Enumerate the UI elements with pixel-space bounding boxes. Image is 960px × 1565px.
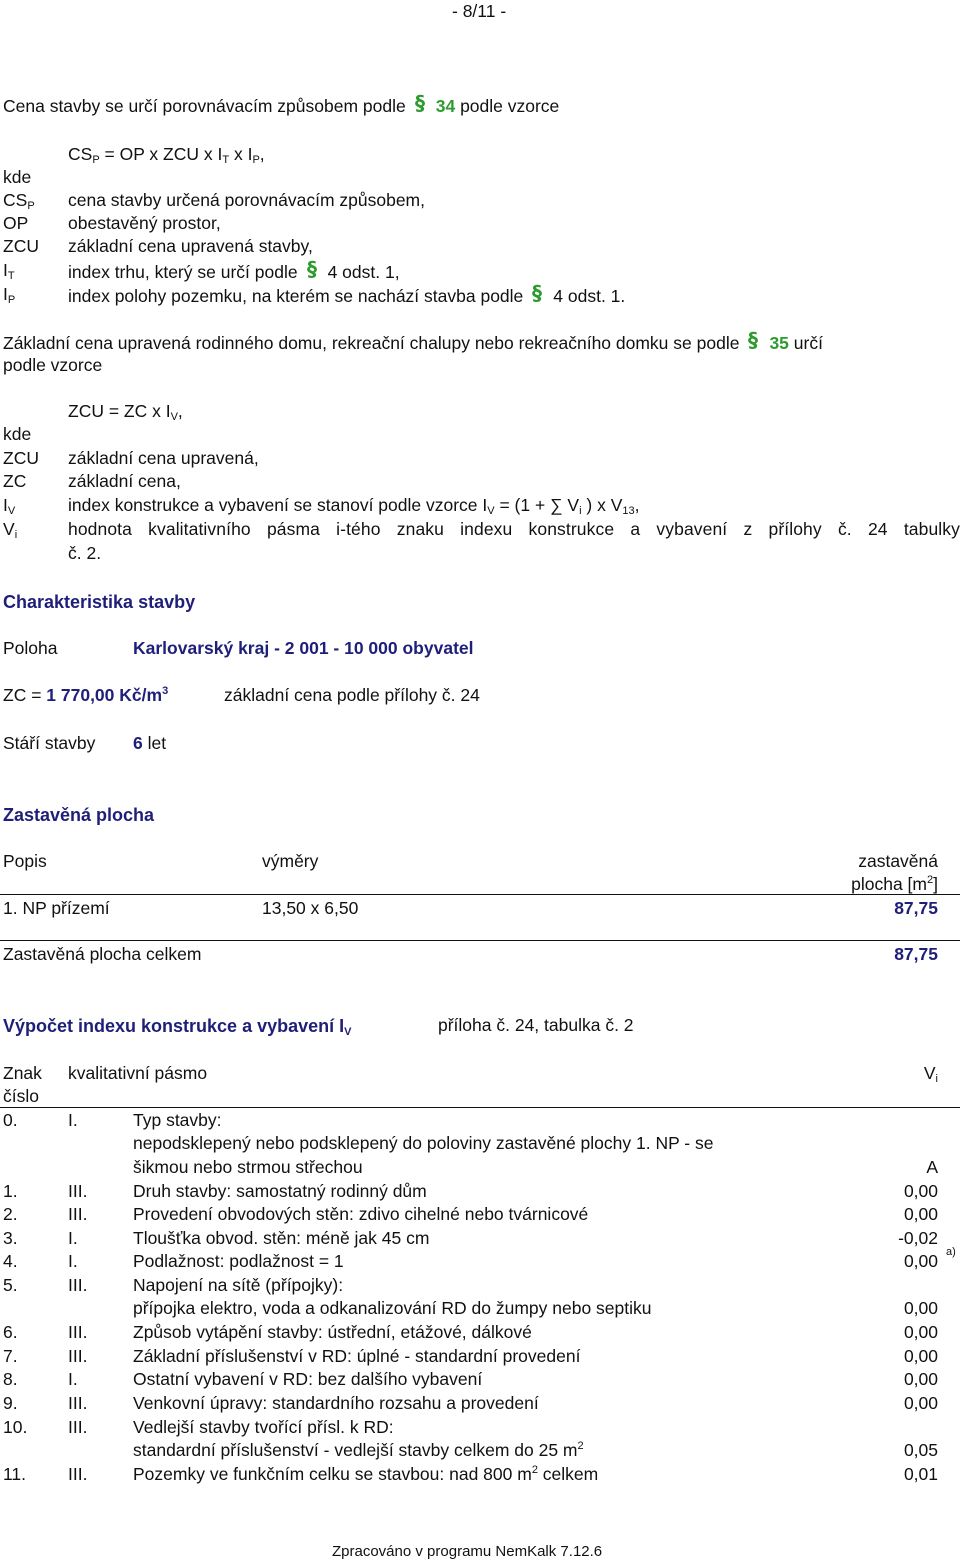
- vyp-row-value: 0,00: [903, 1346, 938, 1366]
- def-symbol: OP: [3, 213, 29, 233]
- section-sign-icon: [531, 283, 545, 303]
- intro-section-number: 34: [435, 96, 456, 116]
- def-symbol: ZCU: [3, 448, 39, 468]
- formula-p-sub: P: [252, 154, 260, 166]
- vyp-row-num: 3.: [3, 1228, 18, 1248]
- vyp-row-num: 4.: [3, 1251, 18, 1271]
- vyp-row-num: 1.: [3, 1181, 18, 1201]
- zast-col-popis: Popis: [3, 851, 47, 871]
- vyp-row-value: 0,00: [903, 1298, 938, 1318]
- vyp-row-num: 2.: [3, 1204, 18, 1224]
- vyp-col-znak: Znak: [3, 1063, 42, 1083]
- vyp-row-band: III.: [68, 1181, 88, 1201]
- vypocet-note: příloha č. 24, tabulka č. 2: [438, 1015, 634, 1035]
- def-symbol: $V_i$: [3, 519, 18, 541]
- vyp-row-band: I.: [68, 1110, 78, 1130]
- vyp-row-value: 0,00: [903, 1393, 938, 1413]
- svg-text:§: §: [306, 259, 317, 281]
- def-description: [68, 283, 625, 308]
- zc-line: [3, 684, 168, 707]
- vyp-row-value: 0,00: [903, 1322, 938, 1342]
- vyp-row-value: 0,00: [903, 1204, 938, 1224]
- vyp-row-text: Provedení obvodových stěn: zdivo cihelné nebo tvárnicové: [133, 1204, 589, 1224]
- vyp-row-num: 6.: [3, 1322, 18, 1342]
- footnote-marker: a): [946, 1246, 956, 1258]
- vyp-row-value: 0,00: [903, 1369, 938, 1389]
- intro-paragraph: [3, 93, 559, 118]
- vyp-row-num: 8.: [3, 1369, 18, 1389]
- vyp-row-value: A: [926, 1157, 938, 1177]
- section-heading-zastavena-plocha: Zastavěná plocha: [3, 805, 155, 825]
- def-description: hodnota kvalitativního pásma i-tého znaku indexu konstrukce a vybavení z přílohy č. 24 tabulky: [68, 519, 960, 539]
- def-description: základní cena upravená stavby,: [68, 236, 313, 256]
- formula-cs: [68, 143, 265, 166]
- poloha-label: Poloha: [3, 638, 58, 658]
- page-footer: Zpracováno v programu NemKalk 7.12.6: [332, 1543, 603, 1560]
- def-description-line2: č. 2.: [68, 543, 102, 563]
- def-description: základní cena upravená,: [68, 448, 259, 468]
- zcu-paragraph-line2: podle vzorce: [3, 355, 103, 375]
- page-number: - 8/11 -: [452, 1, 507, 21]
- svg-text:§: §: [414, 93, 425, 115]
- vyp-row-value: -0,02: [898, 1228, 938, 1248]
- def-description: základní cena,: [68, 471, 181, 491]
- section-heading-charakteristika: Charakteristika stavby: [3, 592, 196, 612]
- svg-text:§: §: [748, 330, 759, 352]
- vyp-row-band: I.: [68, 1228, 78, 1248]
- vyp-row-text: standardní příslušenství - vedlejší stavby celkem do 25 $m^2$: [133, 1440, 584, 1460]
- vyp-row-text: nepodsklepený nebo podsklepený do poloviny zastavěné plochy 1. NP - se: [133, 1133, 714, 1153]
- vyp-row-text: Základní příslušenství v RD: úplné - standardní provedení: [133, 1346, 581, 1366]
- vyp-row-band: III.: [68, 1464, 88, 1484]
- formula-lhs: CS: [68, 144, 93, 164]
- zast-total-label: Zastavěná plocha celkem: [3, 944, 202, 964]
- zc-note: základní cena podle přílohy č. 24: [224, 685, 480, 705]
- zast-col-plocha: zastavěná: [858, 851, 938, 871]
- formula-x: x I: [229, 144, 253, 164]
- zc-value: 1 770,00 $Kč/m^3$: [46, 685, 169, 705]
- table-divider: [0, 940, 960, 941]
- def-symbol: ZCU: [3, 236, 39, 256]
- para2-text: Základní cena upravená rodinného domu, rekreační chalupy nebo rekreačního domku se podle: [3, 333, 740, 353]
- kde-label: kde: [3, 424, 32, 444]
- vyp-row-num: 10.: [3, 1417, 28, 1437]
- vyp-row-band: I.: [68, 1251, 78, 1271]
- vyp-row-text: přípojka elektro, voda a odkanalizování RD do žumpy nebo septiku: [133, 1298, 652, 1318]
- intro-text-before: Cena stavby se určí porovnávacím způsobem podle: [3, 96, 406, 116]
- stari-label: Stáří stavby: [3, 733, 96, 753]
- formula-mid: = OP x ZCU x I: [99, 144, 223, 164]
- vyp-row-value: 0,00: [903, 1251, 938, 1271]
- vyp-row-band: III.: [68, 1322, 88, 1342]
- vyp-row-text: Typ stavby:: [133, 1110, 222, 1130]
- vyp-col-pasmo: kvalitativní pásmo: [68, 1063, 208, 1083]
- vyp-col-cislo: číslo: [3, 1086, 39, 1106]
- section-heading-vypocet: Výpočet indexu konstrukce a vybavení $I_V$: [3, 1016, 352, 1038]
- vyp-row-band: I.: [68, 1369, 78, 1389]
- vyp-row-text: Ostatní vybavení v RD: bez dalšího vybavení: [133, 1369, 483, 1389]
- vyp-row-num: 9.: [3, 1393, 18, 1413]
- vyp-row-band: III.: [68, 1393, 88, 1413]
- formula-zcu: [68, 400, 183, 423]
- formula2-sub: V: [170, 411, 178, 423]
- def-symbol: ZC: [3, 471, 27, 491]
- vyp-row-value: 0,05: [903, 1440, 938, 1460]
- para2-text-after: určí: [793, 333, 823, 353]
- vyp-col-vi: $V_i$: [923, 1063, 938, 1085]
- vyp-row-band: III.: [68, 1275, 88, 1295]
- def-tail: 4 odst. 1.: [553, 286, 626, 306]
- vyp-row-text: Způsob vytápění stavby: ústřední, etážové, dálkové: [133, 1322, 532, 1342]
- vyp-row-band: III.: [68, 1417, 88, 1437]
- def-symbol: $I_T$: [3, 260, 15, 282]
- section-sign-icon: [414, 93, 428, 113]
- zast-col-vymery: výměry: [262, 851, 319, 871]
- zast-row-popis: 1. NP přízemí: [3, 898, 110, 918]
- vyp-row-band: III.: [68, 1346, 88, 1366]
- formula-lhs-sub: P: [92, 154, 100, 166]
- vyp-row-band: III.: [68, 1204, 88, 1224]
- vyp-row-num: 11.: [3, 1464, 27, 1484]
- zast-total-value: 87,75: [894, 944, 938, 964]
- zast-col-plocha-unit: plocha $[m^2]$: [851, 874, 938, 894]
- def-symbol: $CS_P$: [3, 190, 35, 212]
- formula-t-sub: T: [222, 154, 230, 166]
- zast-row-value: 87,75: [894, 898, 938, 918]
- def-tail: 4 odst. 1,: [327, 262, 400, 282]
- def-text: index trhu, který se určí podle: [68, 262, 298, 282]
- formula-end: ,: [259, 144, 265, 164]
- section-sign-icon: [747, 330, 761, 350]
- zast-row-vymery: 13,50 x 6,50: [262, 898, 359, 918]
- vyp-row-text: šikmou nebo strmou střechou: [133, 1157, 363, 1177]
- kde-label: kde: [3, 167, 32, 187]
- section-sign-icon: [306, 259, 320, 279]
- def-symbol: $I_V$: [3, 495, 16, 517]
- def-description: index konstrukce a vybavení se stanoví podle vzorce $I_V = (1$ + ∑ $V_i$ ) x $V_{13}$,: [68, 495, 640, 517]
- vyp-row-num: 7.: [3, 1346, 18, 1366]
- vyp-row-text: Podlažnost: podlažnost = 1: [133, 1251, 344, 1271]
- stari-value: 6 let: [133, 733, 167, 753]
- table-divider: [0, 1107, 960, 1108]
- vyp-row-text: Tloušťka obvod. stěn: méně jak 45 cm: [133, 1228, 430, 1248]
- vyp-row-value: 0,00: [903, 1181, 938, 1201]
- def-description: cena stavby určená porovnávacím způsobem,: [68, 190, 425, 210]
- def-text: index polohy pozemku, na kterém se nachází stavba podle: [68, 286, 524, 306]
- vyp-row-value: 0,01: [903, 1464, 938, 1484]
- def-symbol: $I_P$: [3, 284, 16, 306]
- vyp-row-text: Druh stavby: samostatný rodinný dům: [133, 1181, 427, 1201]
- zcu-paragraph: [3, 330, 823, 355]
- vyp-row-text: Pozemky ve funkčním celku se stavbou: nad 800 $m^2$ celkem: [133, 1464, 599, 1484]
- poloha-value: Karlovarský kraj - 2 001 - 10 000 obyvatel: [133, 638, 474, 658]
- vyp-row-num: 5.: [3, 1275, 18, 1295]
- formula2-end: ,: [177, 401, 183, 421]
- vyp-row-text: Venkovní úpravy: standardního rozsahu a provedení: [133, 1393, 539, 1413]
- table-divider: [0, 894, 960, 895]
- formula2-text: ZCU = ZC x I: [68, 401, 171, 421]
- def-description: [68, 259, 400, 284]
- vyp-row-num: 0.: [3, 1110, 18, 1130]
- intro-text-after: podle vzorce: [460, 96, 560, 116]
- svg-text:§: §: [532, 283, 543, 305]
- def-description: obestavěný prostor,: [68, 213, 221, 233]
- vyp-row-text: Napojení na sítě (přípojky):: [133, 1275, 344, 1295]
- zc-label: ZC =: [3, 685, 47, 705]
- para2-section-number: 35: [769, 333, 789, 353]
- vyp-row-text: Vedlejší stavby tvořící přísl. k RD:: [133, 1417, 394, 1437]
